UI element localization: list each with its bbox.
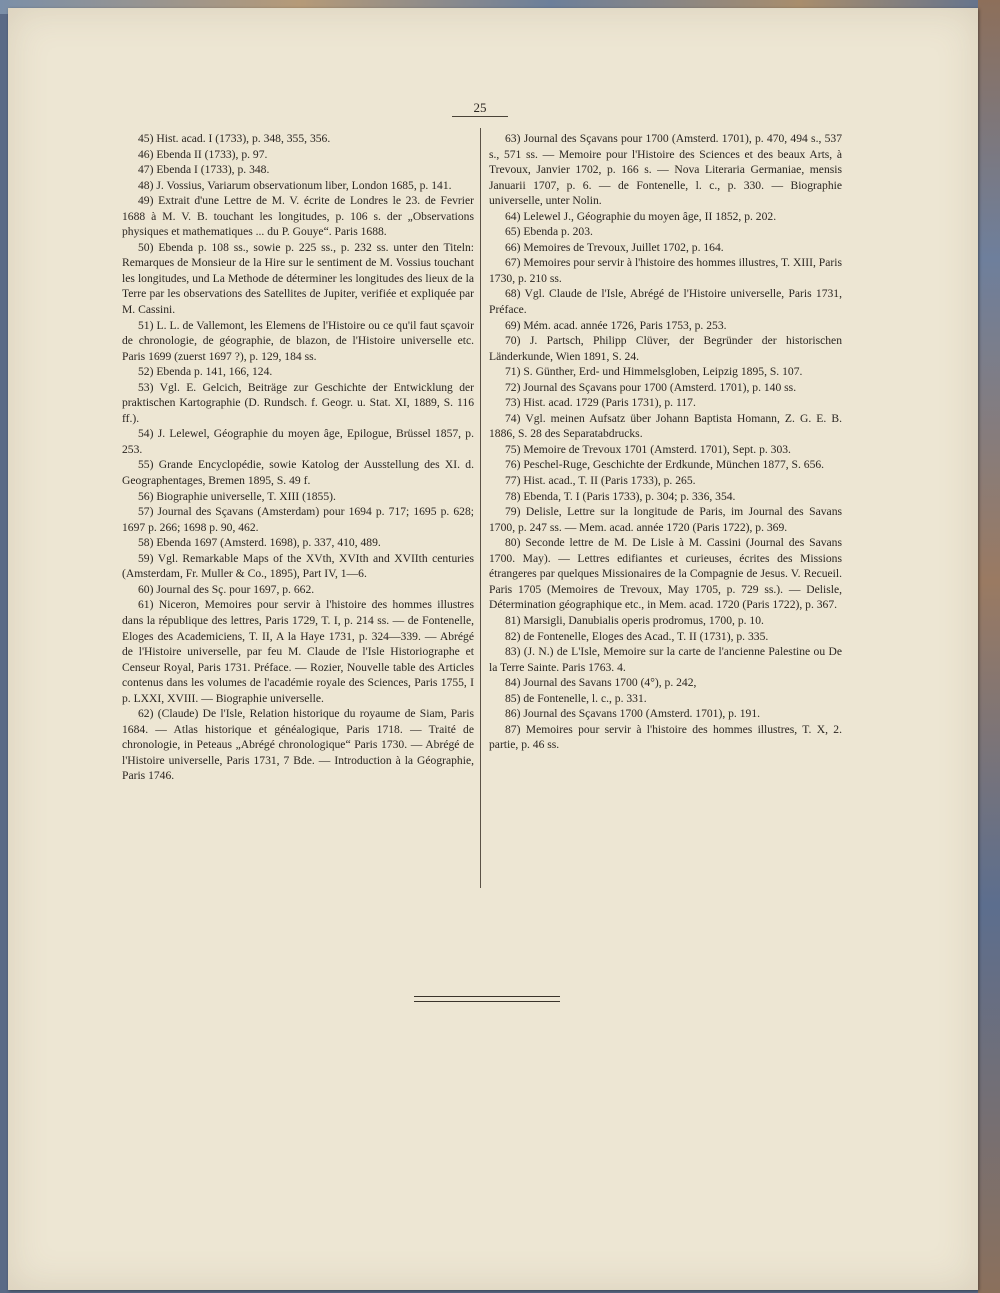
page-number: 25: [473, 100, 487, 115]
footnote-entry: 79) Delisle, Lettre sur la longitude de Paris, im Journal des Savans 1700, p. 247 ss. — Mem. acad. année 1720 (Paris 1722), p. 369.: [489, 505, 842, 534]
footnote-entry: 76) Peschel-Ruge, Geschichte der Erdkunde, München 1877, S. 656.: [505, 458, 825, 472]
footnote-entry: 49) Extrait d'une Lettre de M. V. écrite de Londres le 23. de Fevrier 1688 à M. V. B. touchant les longitudes, p. 106 s. der „Observations physiques et mathematiques ... du P. Gouye“. Paris 1688.: [122, 194, 474, 239]
footnote-entry: 67) Memoires pour servir à l'histoire des hommes illustres, T. XIII, Paris 1730, p. 210 ss.: [489, 256, 842, 285]
footnote-entry: 55) Grande Encyclopédie, sowie Katolog der Ausstellung des XI. d. Geographentages, Bremen 1895, S. 49 f.: [122, 458, 474, 488]
footnote-entry: 77) Hist. acad., T. II (Paris 1733), p. 265.: [505, 474, 696, 488]
footnote-entry: 85) de Fontenelle, l. c., p. 331.: [505, 691, 647, 705]
footnote-entry: 73) Hist. acad. 1729 (Paris 1731), p. 117.: [505, 396, 696, 410]
binding-edge-right: [978, 0, 1000, 1293]
footnote-entry: 72) Journal des Sçavans pour 1700 (Amsterd. 1701), p. 140 ss.: [505, 380, 797, 394]
footnote-entry: 64) Lelewel J., Géographie du moyen âge, II 1852, p. 202.: [505, 209, 777, 223]
footnote-entry: 78) Ebenda, T. I (Paris 1733), p. 304; p. 336, 354.: [505, 489, 736, 503]
footnote-entry: 86) Journal des Sçavans 1700 (Amsterd. 1701), p. 191.: [505, 707, 761, 721]
footnote-entry: 68) Vgl. Claude de l'Isle, Abrégé de l'Histoire universelle, Paris 1731, Préface.: [489, 287, 842, 317]
footnote-entry: 58) Ebenda 1697 (Amsterd. 1698), p. 337, 410, 489.: [138, 536, 381, 550]
footnote-entry: 83) (J. N.) de L'Isle, Memoire sur la carte de l'ancienne Palestine ou De la Terre Sainte. Paris 1763. 4.: [489, 645, 842, 674]
end-rule-top: [414, 996, 560, 997]
footnotes-left-column: [122, 131, 474, 784]
footnote-entry: 51) L. L. de Vallemont, les Elemens de l'Histoire ou ce qu'il faut sçavoir de chronologie, de géographie, de blazon, de l'Histoire universelle etc. Paris 1699 (zuerst 1697 ?), p. 129, 184 ss.: [122, 318, 474, 363]
footnote-entry: 62) (Claude) De l'Isle, Relation historique du royaume de Siam, Paris 1684. — Atlas historique et généalogique, Paris 1718. — Traité de chronologie, in Peteaus „Abrégé chronologique“ Paris 1730. — Abrégé de l'Histoire universelle, Paris 1731, 7 Bde. — Introduction à la Géographie, Paris 1746.: [122, 707, 474, 783]
page-number-rule: [452, 116, 508, 117]
footnotes-right-column: [489, 131, 842, 753]
footnote-entry: 60) Journal des Sç. pour 1697, p. 662.: [138, 582, 315, 596]
footnote-entry: 75) Memoire de Trevoux 1701 (Amsterd. 1701), Sept. p. 303.: [505, 442, 791, 456]
footnote-entry: 82) de Fontenelle, Eloges des Acad., T. II (1731), p. 335.: [505, 629, 769, 643]
footnote-entry: 54) J. Lelewel, Géographie du moyen âge, Epilogue, Brüssel 1857, p. 253.: [122, 427, 474, 456]
footnote-entry: 48) J. Vossius, Variarum observationum liber, London 1685, p. 141.: [138, 178, 452, 192]
footnote-entry: 70) J. Partsch, Philipp Clüver, der Begründer der historischen Länderkunde, Wien 1891, S. 24.: [489, 334, 842, 363]
footnote-entry: 71) S. Günther, Erd- und Himmelsgloben, Leipzig 1895, S. 107.: [505, 365, 803, 379]
footnote-entry: 50) Ebenda p. 108 ss., sowie p. 225 ss., p. 232 ss. unter den Titeln: Remarques de Monsieur de la Hire sur le sentiment de M. Vossius touchant les longitudes, und La Methode de déterminer les longitudes des lieux de la Terre par les observations des Satellites de Jupiter, verifiée et expliquée par M. Cassini.: [122, 240, 474, 317]
footnote-entry: 56) Biographie universelle, T. XIII (1855).: [138, 489, 336, 503]
footnote-entry: 52) Ebenda p. 141, 166, 124.: [138, 365, 273, 379]
footnote-entry: 87) Memoires pour servir à l'histoire des hommes illustres, T. X, 2. partie, p. 46 ss.: [489, 722, 842, 752]
footnote-entry: 69) Mém. acad. année 1726, Paris 1753, p. 253.: [505, 318, 727, 332]
footnote-entry: 65) Ebenda p. 203.: [505, 225, 593, 239]
footnote-entry: 59) Vgl. Remarkable Maps of the XVth, XVIth and XVIIth centuries (Amsterdam, Fr. Muller & Co., 1895), Part IV, 1—6.: [122, 551, 474, 581]
footnote-entry: 53) Vgl. E. Gelcich, Beiträge zur Geschichte der Entwicklung der praktischen Kartographie (D. Rundsch. f. Geogr. u. Stat. XI, 1889, S. 116 ff.).: [122, 380, 474, 425]
footnote-entry: 47) Ebenda I (1733), p. 348.: [138, 163, 270, 177]
end-rule-bottom: [414, 1001, 560, 1002]
footnote-entry: 80) Seconde lettre de M. De Lisle à M. Cassini (Journal des Savans 1700. May). — Lettres edifiantes et curieuses, écrites des Missions étrangeres par quelques Missionaires de la Compagnie de Jesus. V. Recueil. Paris 1705 (Memoires de Trevoux, May 1705, p. 729 ss.). — Delisle, Détermination géographique etc., in Mem. acad. 1720 (Paris 1722), p. 367.: [489, 536, 842, 612]
footnote-entry: 63) Journal des Sçavans pour 1700 (Amsterd. 1701), p. 470, 494 s., 537 s., 571 ss. — Memoire pour l'Histoire des Sciences et des beaux Arts, à Trevoux, Janvier 1702, p. 166 s. — Nova Literaria Germaniae, mensis Januarii 1707, p. 6. — de Fontenelle, l. c., p. 330. — Biographie universelle, unter Nolin.: [489, 132, 842, 208]
footnote-entry: 61) Niceron, Memoires pour servir à l'histoire des hommes illustres dans la république des lettres, Paris 1729, T. I, p. 214 ss. — de Fontenelle, Eloges des Academiciens, T. II, A la Haye 1731, p. 324—339. — Abrégé de l'Histoire universelle, par feu M. Claude de l'Isle Historiographe et Censeur Royal, Paris 1731. Préface. — Rozier, Nouvelle table des Articles contenus dans les volumes de l'académie royale des Sciences, Paris 1755, I p. LXXI, XVIII. — Biographie universelle.: [122, 598, 474, 705]
column-divider: [480, 128, 481, 888]
footnote-entry: 46) Ebenda II (1733), p. 97.: [138, 147, 268, 161]
footnote-entry: 45) Hist. acad. I (1733), p. 348, 355, 356.: [138, 132, 331, 145]
footnote-entry: 81) Marsigli, Danubialis operis prodromus, 1700, p. 10.: [505, 613, 764, 627]
footnote-entry: 57) Journal des Sçavans (Amsterdam) pour 1694 p. 717; 1695 p. 628; 1697 p. 266; 1698 p. 90, 462.: [122, 505, 474, 534]
footnote-entry: 84) Journal des Savans 1700 (4°), p. 242,: [505, 676, 697, 690]
footnote-entry: 66) Memoires de Trevoux, Juillet 1702, p. 164.: [505, 240, 724, 254]
footnote-entry: 74) Vgl. meinen Aufsatz über Johann Baptista Homann, Z. G. E. B. 1886, S. 28 des Separatabdrucks.: [489, 411, 842, 441]
